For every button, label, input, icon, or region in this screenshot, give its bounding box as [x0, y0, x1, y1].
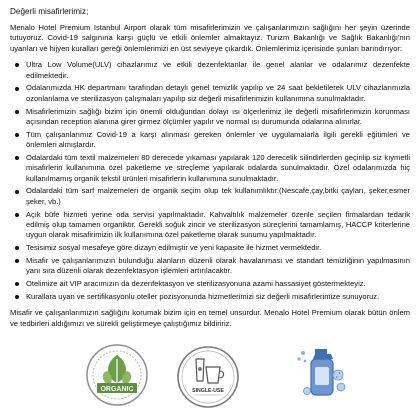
measures-list	[10, 60, 410, 302]
measure-text: Açık büfe hizmeti yerine oda servisi yapılmaktadır. Kahvaltılık malzemeler özenle seçilen firmalardan tedarik edilmiş olup tamamen organiktir. Gerekli soğuk zincir ve sterilizasyon süreçlerini tamamlamış, HACCP kriterlerine uygun olarak misafirimizin ilk kullanımına özel paketleme olarak sunumu yapılmaktadır.	[26, 209, 410, 240]
bullet-dot-icon	[15, 63, 19, 67]
measure-item	[10, 83, 410, 104]
bullet-dot-icon	[15, 213, 19, 217]
measure-text: Odalardaki tüm textil malzemeleri 80 derecede yıkaması yapılarak 120 derecelik silindirlerden geçirilip siz kıymetli misafirlerin kullanımına özel paketleme ve streçleme yapılarak odalarda sunulmaktadır. Özel odalarımızda hiç kullanılmamış organik tekstil ürünleri misafirlerin kullanımına sunulmaktadır.	[26, 152, 410, 183]
measure-item	[10, 186, 410, 207]
bullet-dot-icon	[15, 110, 19, 114]
measure-text: Misafir ve çalışanlarımızın bulunduğu alanların düzenli olarak havalanması ve standart temizliğinin yapılmasının yanı sıra düzenli olarak dezenfektasyon işlemleri artırılacaktır.	[26, 256, 410, 276]
measure-text: Tesisimiz sosyal mesafeye göre dizayn edilmiştir ve yeni kapasite ile hizmet vermektedir.	[26, 243, 322, 253]
measure-text: Misafirlerimizin sağlığı bizim için önemli olduğundan dolayı ısı ölçerlerimiz ile değerli misafirlerimizin korunması açısından reception alanına girer girmez ölçümler yapılır ve normal ısı durumunda odalarına alınırlar.	[26, 106, 410, 126]
measure-item	[10, 292, 410, 302]
measure-text: Tüm çalışanlarımız Covid-19 a karşı alınması gereken önlemler ve uygulamalarla ilgili gerekli eğitimleri ve önlemleri almışlardır.	[26, 129, 410, 150]
measure-item	[10, 279, 410, 289]
measure-item	[10, 210, 410, 241]
intro-paragraph: Menalo Hotel Premium Istanbul Airport olarak tüm misafirlerimizin ve çalışanlarımızın sağlığını her şeyin üzerinde tutuyoruz. Covid-19 salgınına karşı güçlü ve etkili önlemler almaktayız. Turizm Bakanlığı ve Sağlık Bakanlığı'nın uyarıları ve hijyen kuralları gereği önlemlerimizi en üst seviyeye çıkardık. Önlemlerimiz içerisinde şunları barındırıyor:	[10, 23, 410, 53]
measure-text: Kurallara uyan ve sertifikasyonlu oteller pozisyonunda hizmetlerimizi siz değerli misafirlerimize sunuyoruz.	[26, 292, 380, 302]
measure-text: Odalardaki tüm sarf malzemeleri de organik seçim olup tek kullanımlıktır.(Nescafe,çay,bitki çayları, şeker,esmer şeker, vb.)	[26, 186, 410, 206]
measure-text: Odalarımızda HK departmanı tarafından detaylı genel temizlik yapılıp ve 24 saat bekletilerek ULV cihazlarımızla ozonlanlama ve sterilizasyon çalışmaları yapılıp siz değerli misafirlerimizin kullanımına sunulmaktadır.	[26, 83, 410, 103]
measure-item	[10, 60, 410, 81]
measure-item	[10, 153, 410, 184]
organic-leaf-seal-icon	[85, 343, 149, 407]
bullet-dot-icon	[15, 246, 19, 250]
bullet-dot-icon	[15, 282, 19, 286]
greeting: Değerli misafirlerimiz;	[10, 7, 89, 16]
bullet-dot-icon	[15, 133, 19, 137]
closing-paragraph: Misafir ve çalışanlarımızın sağlığını korumak bizim için en temel unsurdur. Menalo Hotel Premium olarak bütün önlem ve tedbirleri aldığımızı ve sürekli geliştirmeye çalıştığımız bildiririz.	[10, 308, 410, 328]
bullet-dot-icon	[15, 87, 19, 91]
measure-text: Otelimize ait VIP aracımızın da dezenfektasyon ve sterilizasyonuna azami hassasiyet göstermekteyiz.	[26, 279, 366, 289]
organic-logo-text: ORGANIC	[100, 385, 134, 393]
bullet-dot-icon	[15, 259, 19, 263]
bullet-dot-icon	[15, 190, 19, 194]
bullet-dot-icon	[15, 156, 19, 160]
measure-item	[10, 256, 410, 277]
logos-row	[0, 343, 420, 418]
measure-item	[10, 243, 410, 253]
measure-item	[10, 107, 410, 128]
measure-text: Ultra Low Volume(ULV) cihazlarımız ve etkili dezenfektanlar ile genel alanlar ve odalarımız dezenfekte edilmektedir.	[26, 60, 410, 80]
bullet-dot-icon	[15, 295, 19, 299]
single-use-logo-text: SINGLE-USE	[192, 388, 224, 394]
single-use-cup-icon	[176, 345, 240, 409]
spray-bottle-icon	[293, 345, 351, 403]
measure-item	[10, 130, 410, 151]
